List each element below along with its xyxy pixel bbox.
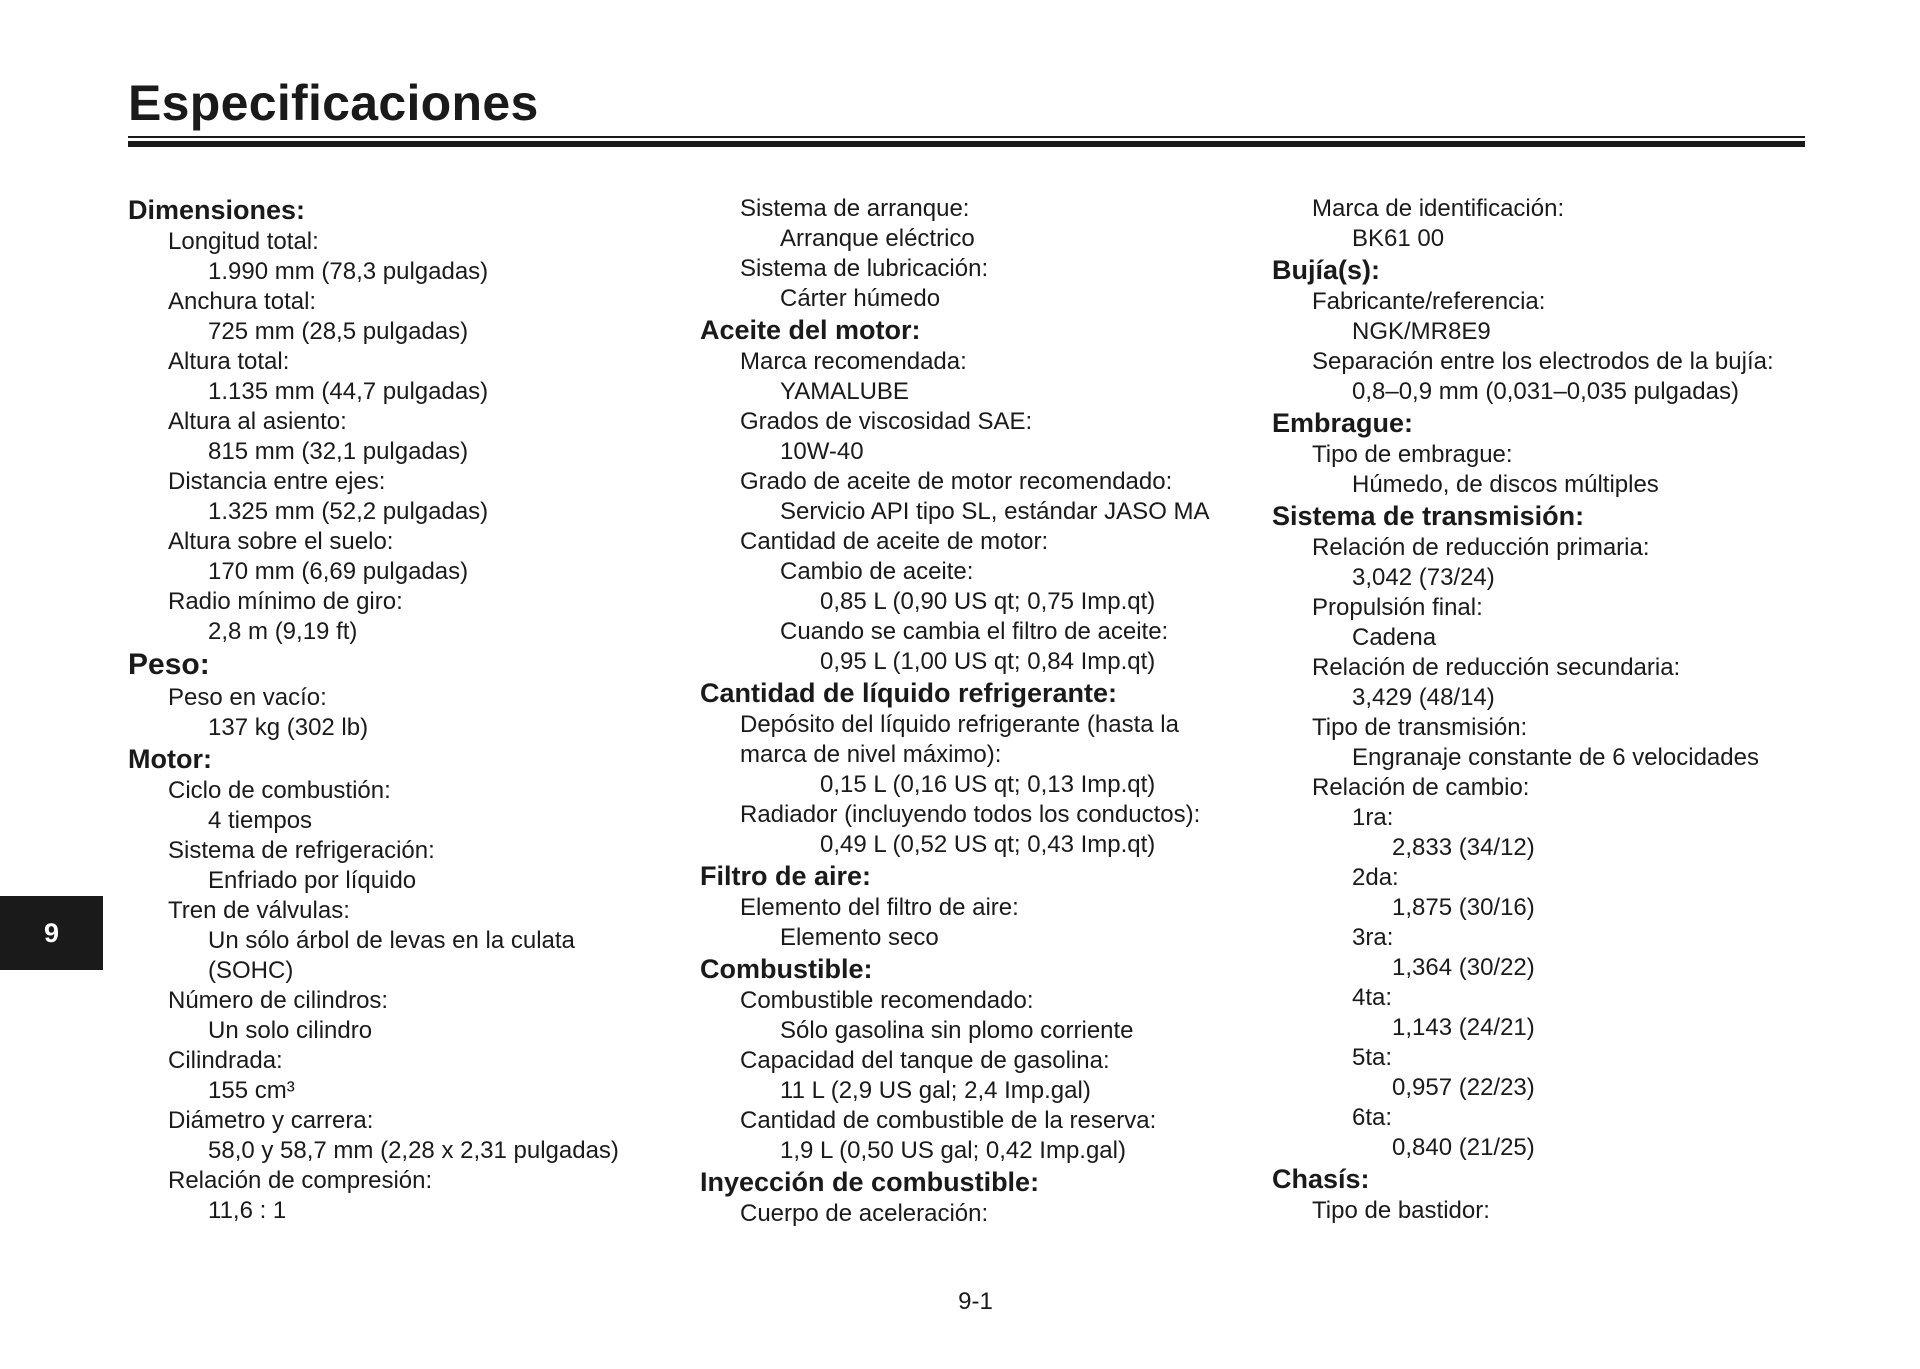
spec-label: Tipo de transmisión: xyxy=(1312,714,1528,741)
spec-label: Tren de válvulas: xyxy=(168,897,350,924)
spec-value: 11,6 : 1 xyxy=(208,1197,287,1224)
spec-value: 1.990 mm (78,3 pulgadas) xyxy=(208,258,489,285)
spec-value: 2,8 m (9,19 ft) xyxy=(208,618,358,645)
spec-value: (SOHC) xyxy=(208,957,294,984)
spec-label: Relación de reducción primaria: xyxy=(1312,534,1650,561)
spec-label: Distancia entre ejes: xyxy=(168,468,386,495)
spec-value: YAMALUBE xyxy=(780,378,909,405)
spec-value: 137 kg (302 lb) xyxy=(208,714,369,741)
spec-subvalue: 2,833 (34/12) xyxy=(1392,834,1535,861)
spec-value: 155 cm³ xyxy=(208,1077,295,1104)
section-heading: Sistema de transmisión: xyxy=(1272,501,1585,531)
spec-label: Fabricante/referencia: xyxy=(1312,288,1546,315)
section-heading: Embrague: xyxy=(1272,408,1414,438)
spec-label: Separación entre los electrodos de la bujía: xyxy=(1312,348,1774,375)
section-heading: Peso: xyxy=(128,648,210,681)
spec-value: 815 mm (32,1 pulgadas) xyxy=(208,438,469,465)
spec-value: 5ta: xyxy=(1352,1044,1393,1071)
section-heading: Bujía(s): xyxy=(1272,255,1380,285)
spec-label: Relación de reducción secundaria: xyxy=(1312,654,1681,681)
spec-value: 0,8–0,9 mm (0,031–0,035 pulgadas) xyxy=(1352,378,1739,405)
section-heading: Inyección de combustible: xyxy=(700,1167,1040,1197)
title-rule-thick xyxy=(128,141,1805,147)
spec-label: Grados de viscosidad SAE: xyxy=(740,408,1033,435)
spec-value: 58,0 y 58,7 mm (2,28 x 2,31 pulgadas) xyxy=(208,1137,619,1164)
spec-column-2 xyxy=(700,194,1280,1229)
spec-label: Altura sobre el suelo: xyxy=(168,528,394,555)
spec-value: 4 tiempos xyxy=(208,807,313,834)
spec-label: Radio mínimo de giro: xyxy=(168,588,403,615)
spec-label: Depósito del líquido refrigerante (hasta la xyxy=(740,711,1179,738)
spec-value: 1ra: xyxy=(1352,804,1394,831)
spec-label: Cuerpo de aceleración: xyxy=(740,1200,989,1227)
spec-label: Radiador (incluyendo todos los conductos): xyxy=(740,801,1201,828)
spec-value: 3,042 (73/24) xyxy=(1352,564,1495,591)
spec-subvalue: 1,143 (24/21) xyxy=(1392,1014,1535,1041)
spec-value: Un sólo árbol de levas en la culata xyxy=(208,927,575,954)
spec-label: Altura total: xyxy=(168,348,290,375)
spec-value: 170 mm (6,69 pulgadas) xyxy=(208,558,469,585)
spec-label: Diámetro y carrera: xyxy=(168,1107,374,1134)
spec-label: Número de cilindros: xyxy=(168,987,389,1014)
chapter-tab: 9 xyxy=(0,896,103,970)
spec-label: Relación de cambio: xyxy=(1312,774,1530,801)
spec-value: 1.135 mm (44,7 pulgadas) xyxy=(208,378,489,405)
page-title: Especificaciones xyxy=(128,75,539,131)
spec-label: Cantidad de aceite de motor: xyxy=(740,528,1049,555)
spec-subvalue: 0,840 (21/25) xyxy=(1392,1134,1535,1161)
spec-value: Engranaje constante de 6 velocidades xyxy=(1352,744,1759,771)
spec-value: Cárter húmedo xyxy=(780,285,941,312)
spec-value: Sólo gasolina sin plomo corriente xyxy=(780,1017,1134,1044)
title-rule-thin xyxy=(128,136,1805,138)
spec-subvalue: 0,95 L (1,00 US qt; 0,84 Imp.qt) xyxy=(820,648,1156,675)
spec-label: Cantidad de combustible de la reserva: xyxy=(740,1107,1157,1134)
spec-value: 11 L (2,9 US gal; 2,4 Imp.gal) xyxy=(780,1077,1091,1104)
spec-value: NGK/MR8E9 xyxy=(1352,318,1491,345)
spec-value: Un solo cilindro xyxy=(208,1017,373,1044)
section-heading: Cantidad de líquido refrigerante: xyxy=(700,678,1118,708)
spec-subvalue: 1,875 (30/16) xyxy=(1392,894,1535,921)
spec-value: 2da: xyxy=(1352,864,1399,891)
spec-label: Sistema de arranque: xyxy=(740,195,970,222)
spec-label: Longitud total: xyxy=(168,228,319,255)
spec-value: Enfriado por líquido xyxy=(208,867,417,894)
section-heading: Filtro de aire: xyxy=(700,861,872,891)
spec-value: Húmedo, de discos múltiples xyxy=(1352,471,1659,498)
spec-column-3 xyxy=(1272,194,1852,1226)
spec-value: 3ra: xyxy=(1352,924,1394,951)
spec-subvalue: 0,957 (22/23) xyxy=(1392,1074,1535,1101)
spec-value: 3,429 (48/14) xyxy=(1352,684,1495,711)
spec-label: Anchura total: xyxy=(168,288,317,315)
spec-value: 725 mm (28,5 pulgadas) xyxy=(208,318,469,345)
spec-value: Cadena xyxy=(1352,624,1437,651)
spec-value: Servicio API tipo SL, estándar JASO MA xyxy=(780,498,1210,525)
spec-label: Marca recomendada: xyxy=(740,348,967,375)
spec-subvalue: 0,49 L (0,52 US qt; 0,43 Imp.qt) xyxy=(820,831,1156,858)
spec-value: Cambio de aceite: xyxy=(780,558,974,585)
section-heading: Motor: xyxy=(128,744,212,774)
spec-value: 4ta: xyxy=(1352,984,1393,1011)
spec-column-1 xyxy=(128,194,708,1226)
spec-label: Elemento del filtro de aire: xyxy=(740,894,1019,921)
spec-label: Ciclo de combustión: xyxy=(168,777,391,804)
spec-label: Sistema de refrigeración: xyxy=(168,837,435,864)
spec-value: 1.325 mm (52,2 pulgadas) xyxy=(208,498,489,525)
page-number: 9-1 xyxy=(958,1288,993,1315)
section-heading: Dimensiones: xyxy=(128,195,306,225)
spec-label: Tipo de bastidor: xyxy=(1312,1197,1490,1224)
spec-value: Cuando se cambia el filtro de aceite: xyxy=(780,618,1169,645)
spec-label: Grado de aceite de motor recomendado: xyxy=(740,468,1173,495)
spec-value: BK61 00 xyxy=(1352,225,1445,252)
spec-label: Peso en vacío: xyxy=(168,684,327,711)
section-heading: Combustible: xyxy=(700,954,873,984)
spec-label: Sistema de lubricación: xyxy=(740,255,989,282)
spec-label: marca de nivel máximo): xyxy=(740,741,1002,768)
spec-label: Tipo de embrague: xyxy=(1312,441,1513,468)
spec-subvalue: 0,15 L (0,16 US qt; 0,13 Imp.qt) xyxy=(820,771,1156,798)
section-heading: Chasís: xyxy=(1272,1164,1370,1194)
spec-label: Capacidad del tanque de gasolina: xyxy=(740,1047,1110,1074)
spec-value: Arranque eléctrico xyxy=(780,225,975,252)
spec-label: Combustible recomendado: xyxy=(740,987,1034,1014)
spec-value: 10W-40 xyxy=(780,438,864,465)
spec-label: Altura al asiento: xyxy=(168,408,347,435)
spec-label: Propulsión final: xyxy=(1312,594,1483,621)
spec-label: Cilindrada: xyxy=(168,1047,283,1074)
spec-label: Marca de identificación: xyxy=(1312,195,1565,222)
section-heading: Aceite del motor: xyxy=(700,315,921,345)
spec-value: 6ta: xyxy=(1352,1104,1393,1131)
spec-value: Elemento seco xyxy=(780,924,939,951)
spec-value: 1,9 L (0,50 US gal; 0,42 Imp.gal) xyxy=(780,1137,1126,1164)
spec-subvalue: 0,85 L (0,90 US qt; 0,75 Imp.qt) xyxy=(820,588,1156,615)
spec-subvalue: 1,364 (30/22) xyxy=(1392,954,1535,981)
spec-label: Relación de compresión: xyxy=(168,1167,433,1194)
